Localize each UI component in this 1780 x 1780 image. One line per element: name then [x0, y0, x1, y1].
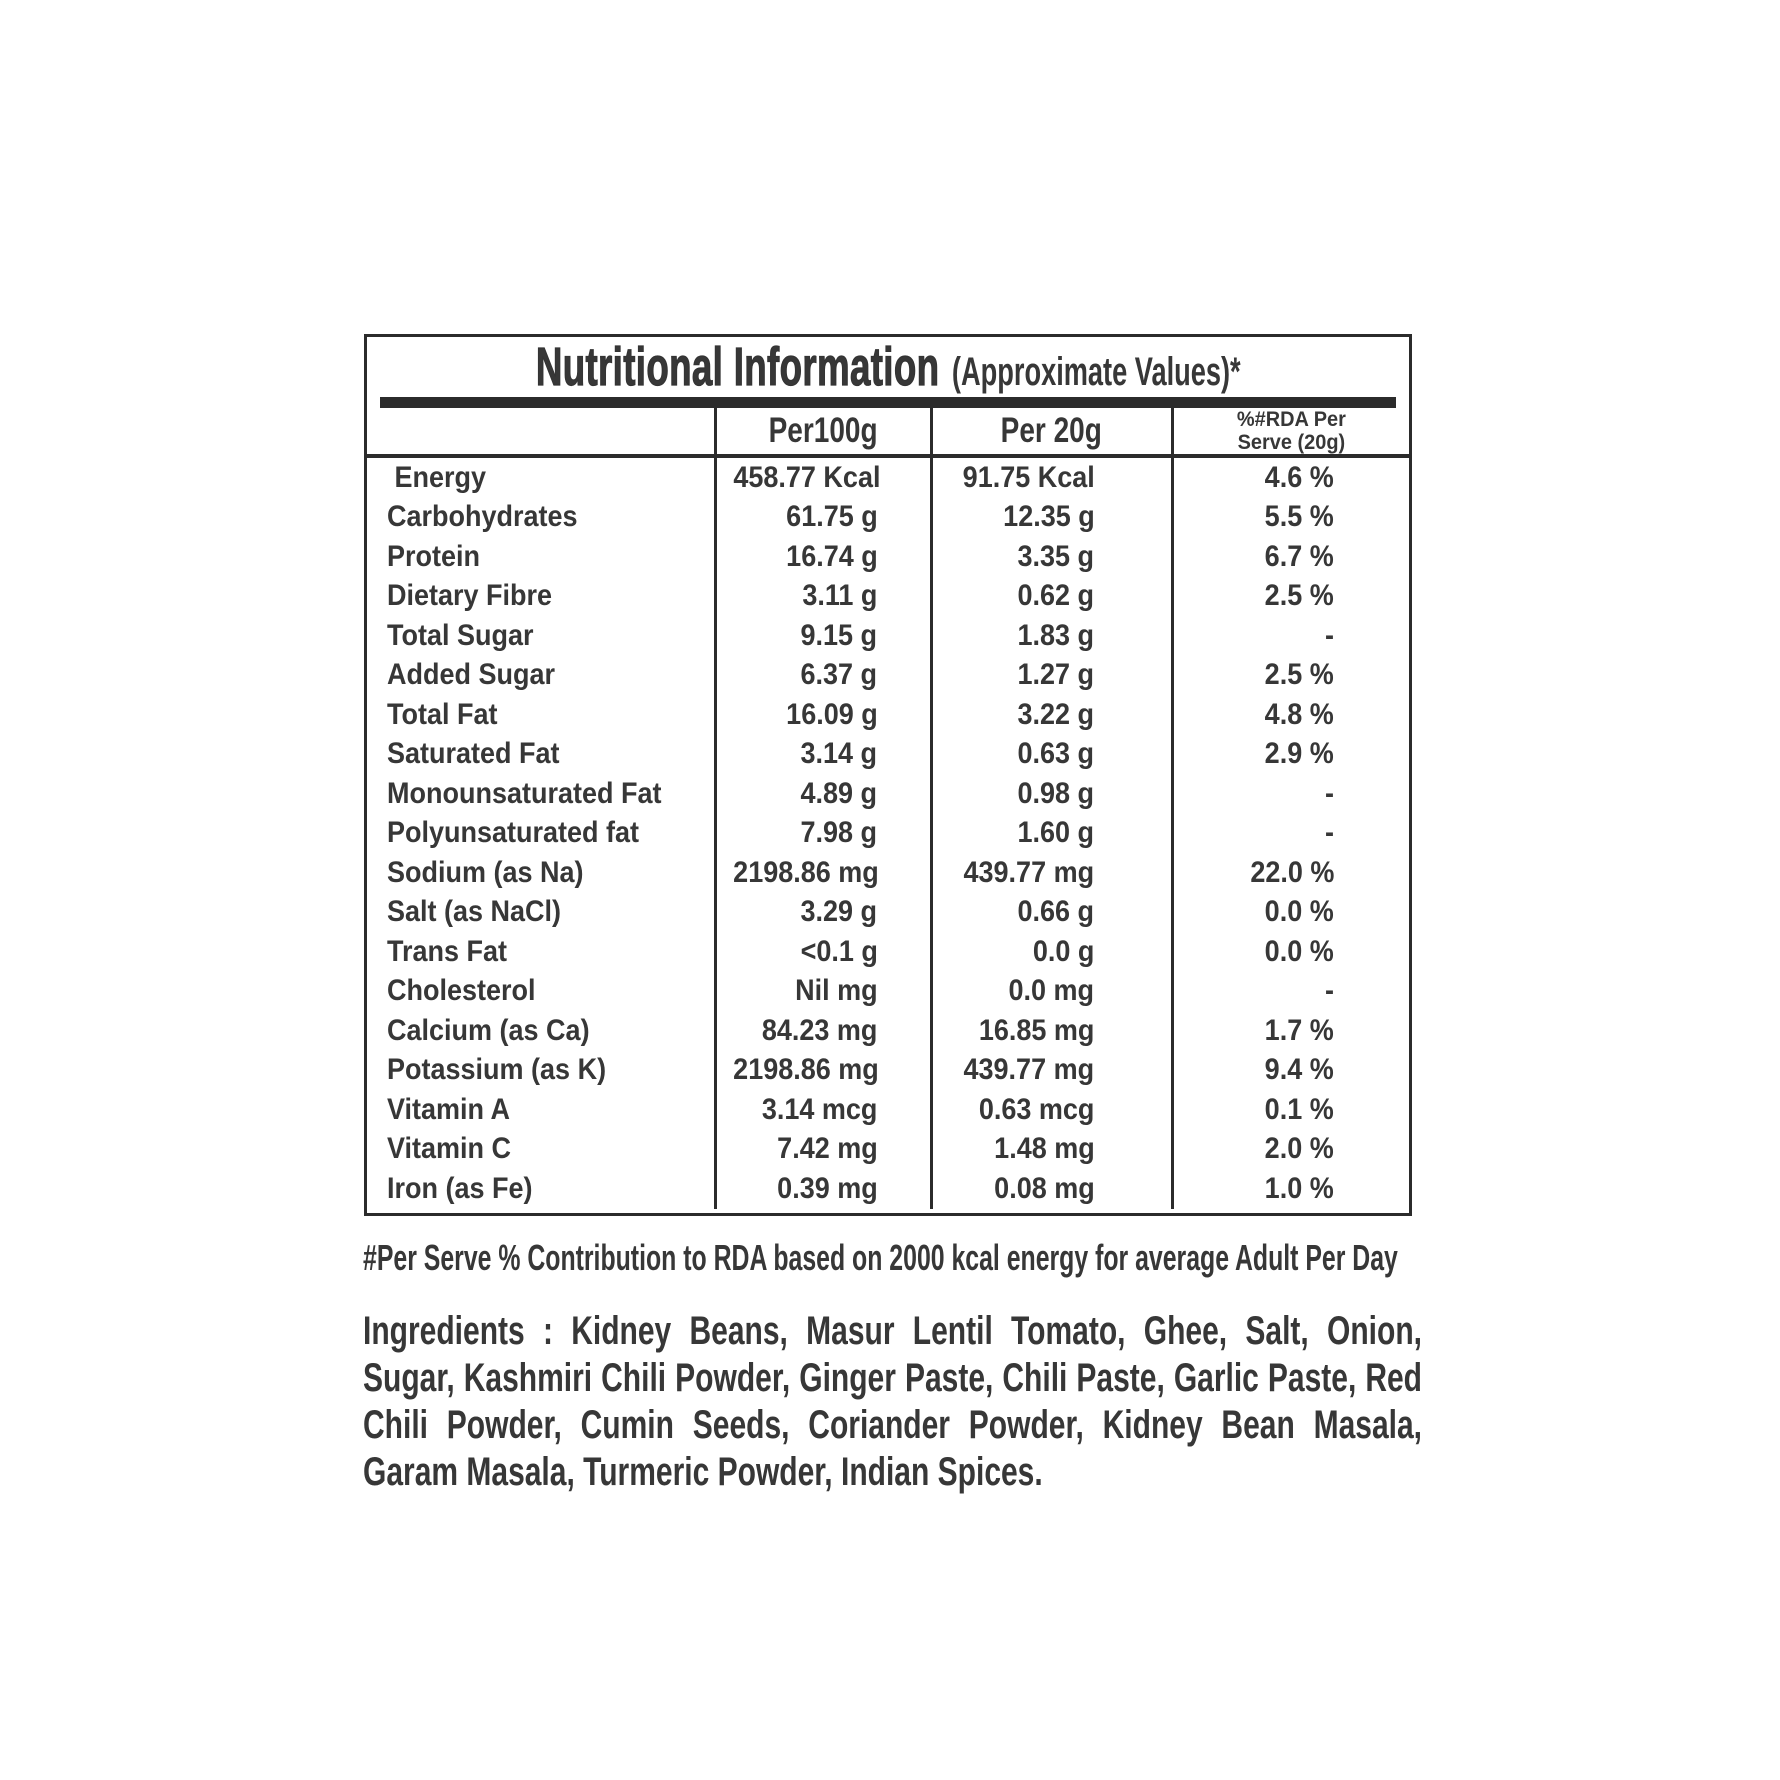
nutrient-name: Dietary Fibre	[387, 579, 553, 613]
value-per20g: 439.77 mg	[963, 855, 1095, 889]
value-per100g: 2198.86 mg	[732, 1053, 879, 1087]
nutrient-name: Saturated Fat	[387, 737, 560, 771]
nutrient-name: Vitamin C	[387, 1132, 512, 1166]
nutrient-name: Protein	[387, 539, 481, 573]
table-row	[367, 774, 1409, 814]
value-rda: 1.0 %	[1264, 1171, 1334, 1205]
value-per20g: 0.08 mg	[993, 1171, 1095, 1205]
column-header-per100g: Per100g	[715, 408, 931, 456]
nutrition-facts-panel	[364, 334, 1412, 1216]
panel-title-group	[536, 336, 1241, 398]
nutrient-name: Cholesterol	[387, 974, 536, 1008]
value-rda: 9.4 %	[1264, 1053, 1334, 1087]
column-header-nutrient	[367, 408, 715, 456]
value-rda: 0.0 %	[1264, 895, 1334, 929]
value-rda: 6.7 %	[1264, 539, 1334, 573]
nutrient-name: Iron (as Fe)	[387, 1171, 533, 1205]
value-per20g: 91.75 Kcal	[962, 460, 1095, 494]
value-per100g: 3.14 mcg	[761, 1092, 878, 1126]
table-row	[367, 1169, 1409, 1209]
table-row	[367, 972, 1409, 1012]
value-per20g: 0.0 g	[1032, 934, 1095, 968]
value-per20g: 0.62 g	[1017, 579, 1095, 613]
table-row	[367, 537, 1409, 577]
value-rda: 0.0 %	[1264, 934, 1334, 968]
nutrient-name: Added Sugar	[387, 658, 556, 692]
value-rda: 4.6 %	[1264, 460, 1334, 494]
value-rda: 2.0 %	[1264, 1132, 1334, 1166]
value-per100g: 7.42 mg	[776, 1132, 878, 1166]
value-per20g: 1.83 g	[1017, 618, 1095, 652]
value-per100g: 9.15 g	[800, 618, 878, 652]
value-rda: 2.5 %	[1264, 579, 1334, 613]
value-rda: 5.5 %	[1264, 500, 1334, 534]
value-rda: 1.7 %	[1264, 1013, 1334, 1047]
value-per100g: 3.11 g	[802, 579, 878, 613]
value-rda: 2.9 %	[1264, 737, 1334, 771]
nutrient-name: Carbohydrates	[387, 500, 578, 534]
table-row	[367, 814, 1409, 854]
value-per100g: 0.39 mg	[776, 1171, 878, 1205]
table-row	[367, 656, 1409, 696]
table-row	[367, 577, 1409, 617]
table-row	[367, 1011, 1409, 1051]
column-header-per20g: Per 20g	[931, 408, 1172, 456]
value-per20g: 0.0 mg	[1008, 974, 1095, 1008]
rda-footnote	[363, 1237, 1780, 1279]
nutrient-name: Sodium (as Na)	[387, 855, 584, 889]
value-per100g: 458.77 Kcal	[732, 460, 880, 494]
nutrient-name: Polyunsaturated fat	[387, 816, 640, 850]
table-row	[367, 498, 1409, 538]
value-per20g: 3.35 g	[1017, 539, 1095, 573]
rda-footnote-text: #Per Serve % Contribution to RDA based on 2000 kcal energy for average Adult Per Day	[363, 1237, 1398, 1278]
value-per20g: 1.60 g	[1017, 816, 1095, 850]
value-per100g: 3.14 g	[800, 737, 878, 771]
value-per100g: Nil mg	[794, 974, 878, 1008]
nutrient-name: Vitamin A	[387, 1092, 511, 1126]
value-per100g: 2198.86 mg	[732, 855, 879, 889]
rda-header-line1: %#RDA Per	[1236, 408, 1346, 431]
value-rda: 4.8 %	[1264, 697, 1334, 731]
rda-header-line2: Serve (20g)	[1237, 431, 1346, 454]
value-rda: -	[1325, 618, 1334, 652]
nutrient-name: Potassium (as K)	[387, 1053, 607, 1087]
panel-title-row	[367, 337, 1409, 397]
nutrition-table	[367, 408, 1409, 1209]
value-per20g: 0.66 g	[1017, 895, 1095, 929]
value-per100g: 3.29 g	[800, 895, 878, 929]
value-per100g: 84.23 mg	[761, 1013, 878, 1047]
value-rda: -	[1325, 816, 1334, 850]
value-per20g: 0.63 mcg	[978, 1092, 1095, 1126]
value-rda: 22.0 %	[1249, 855, 1334, 889]
value-per100g: 4.89 g	[800, 776, 878, 810]
table-row	[367, 853, 1409, 893]
value-per100g: 7.98 g	[800, 816, 878, 850]
value-per20g: 0.63 g	[1017, 737, 1095, 771]
value-per100g: 16.74 g	[785, 539, 878, 573]
nutrient-name: Energy	[387, 460, 487, 494]
title-divider-bar	[380, 397, 1396, 408]
value-per20g: 439.77 mg	[963, 1053, 1095, 1087]
table-row	[367, 456, 1409, 498]
value-rda: 2.5 %	[1264, 658, 1334, 692]
table-row	[367, 893, 1409, 933]
table-row	[367, 932, 1409, 972]
nutrient-name: Total Sugar	[387, 618, 534, 652]
value-per20g: 0.98 g	[1017, 776, 1095, 810]
nutrient-name: Trans Fat	[387, 934, 508, 968]
value-per100g: 6.37 g	[800, 658, 878, 692]
table-row	[367, 1130, 1409, 1170]
nutrient-name: Calcium (as Ca)	[387, 1013, 590, 1047]
value-per100g: 16.09 g	[785, 697, 878, 731]
nutrition-title: Nutritional Information	[535, 337, 940, 397]
table-row	[367, 616, 1409, 656]
table-header-row	[367, 408, 1409, 456]
table-row	[367, 1090, 1409, 1130]
value-per20g: 12.35 g	[1002, 500, 1095, 534]
value-rda: -	[1325, 776, 1334, 810]
nutrient-name: Salt (as NaCl)	[387, 895, 562, 929]
ingredients-text: Ingredients : Kidney Beans, Masur Lentil Tomato, Ghee, Salt, Onion, Sugar, Kashmiri Chili Powder, Ginger Paste, Chili Paste, Garlic Paste, Red Chili Powder, Cumin Seeds, Coriander Powder, Kidney Bean Masala, Garam Masala, Turmeric Powder, Indian Spices.	[363, 1309, 1422, 1494]
nutrient-name: Total Fat	[387, 697, 498, 731]
table-row	[367, 1051, 1409, 1091]
value-rda: -	[1325, 974, 1334, 1008]
value-per100g: 61.75 g	[785, 500, 878, 534]
nutrient-name: Monounsaturated Fat	[387, 776, 662, 810]
value-per20g: 3.22 g	[1017, 697, 1095, 731]
value-per20g: 1.48 mg	[993, 1132, 1095, 1166]
value-per20g: 16.85 mg	[978, 1013, 1095, 1047]
table-row	[367, 735, 1409, 775]
value-rda: 0.1 %	[1264, 1092, 1334, 1126]
value-per20g: 1.27 g	[1017, 658, 1095, 692]
column-header-rda	[1172, 408, 1409, 456]
table-row	[367, 695, 1409, 735]
value-per100g: <0.1 g	[800, 934, 878, 968]
approximate-values-note: (Approximate Values)*	[951, 350, 1241, 394]
